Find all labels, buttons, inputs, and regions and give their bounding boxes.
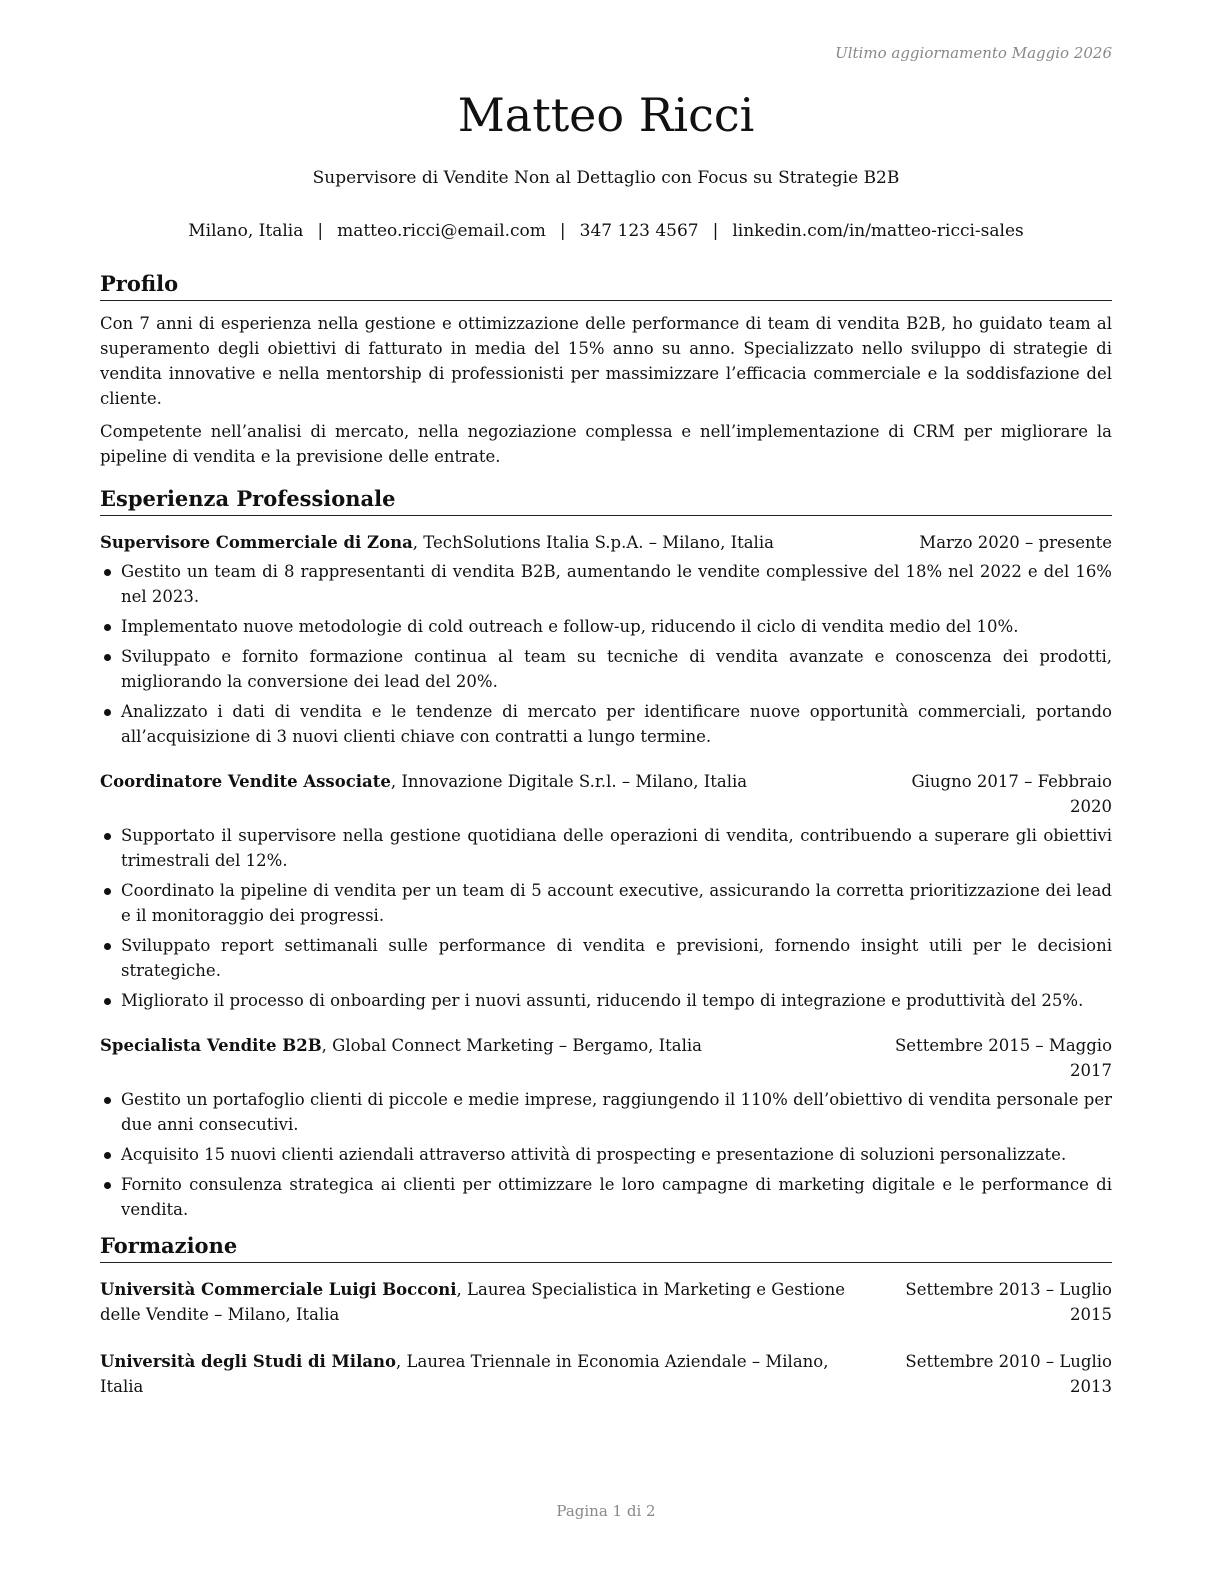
job-bullets [100,1087,1112,1222]
separator: | [559,221,566,241]
resume-body [100,270,1112,1399]
education-school: Università degli Studi di Milano [100,1352,397,1371]
section-title-experience: Esperienza Professionale [100,485,1112,516]
job-bullet: Gestito un portafoglio clienti di piccole e medie imprese, raggiungendo il 110% dell’obiettivo di vendita personale per due anni consecutivi. [100,1087,1112,1137]
section-title-profile: Profilo [100,270,1112,301]
job-bullet: Gestito un team di 8 rappresentanti di vendita B2B, aumentando le vendite complessive del 18% nel 2022 e del 16% nel 2023. [100,559,1112,609]
education-dates: Settembre 2013 – Luglio 2015 [905,1280,1112,1324]
job-bullet: Coordinato la pipeline di vendita per un team di 5 account executive, assicurando la corretta prioritizzazione dei lead e il monitoraggio dei progressi. [100,878,1112,928]
tagline: Supervisore di Vendite Non al Dettaglio con Focus su Strategie B2B [312,168,900,188]
last-updated: Ultimo aggiornamento Maggio 2026 [835,44,1112,62]
education-header [100,1277,1112,1327]
job-entry [100,769,1112,1013]
job-dates: Settembre 2015 – Maggio 2017 [895,1036,1112,1080]
job-title [100,1033,872,1058]
job-header [100,1033,1112,1083]
education-detail: , Laurea Triennale in Economia Aziendale – Milano, Italia [100,1352,829,1396]
job-bullet: Sviluppato report settimanali sulle performance di vendita e previsioni, fornendo insight utili per le decisioni strategiche. [100,933,1112,983]
contact-line [100,221,1112,241]
education-title [100,1277,872,1327]
profile-paragraph: Competente nell’analisi di mercato, nella negoziazione complessa e nell’implementazione di CRM per migliorare la pipeline di vendita e la previsione delle entrate. [100,422,1112,466]
job-role: Coordinatore Vendite Associate [100,772,391,791]
job-dates: Marzo 2020 – presente [919,533,1112,552]
job-role: Supervisore Commerciale di Zona [100,533,413,552]
job-dates: Giugno 2017 – Febbraio 2020 [911,772,1112,816]
job-header [100,769,1112,819]
job-title [100,769,872,794]
job-bullet: Sviluppato e fornito formazione continua al team su tecniche di vendita avanzate e conoscenza dei prodotti, migliorando la conversione dei lead del 20%. [100,644,1112,694]
page-number: Pagina 1 di 2 [556,1502,656,1520]
job-header [100,530,1112,555]
education-section [100,1232,1112,1399]
contact-phone: 347 123 4567 [579,221,699,241]
job-bullet: Analizzato i dati di vendita e le tendenze di mercato per identificare nuove opportunità commerciali, portando all’acquisizione di 3 nuovi clienti chiave con contratti a lungo termine. [100,699,1112,749]
job-company: , TechSolutions Italia S.p.A. – Milano, Italia [412,533,774,552]
job-role: Specialista Vendite B2B [100,1036,322,1055]
section-title-education: Formazione [100,1232,1112,1263]
experience-section [100,485,1112,1222]
job-bullet: Fornito consulenza strategica ai clienti per ottimizzare le loro campagne di marketing digitale e le performance di vendita. [100,1172,1112,1222]
candidate-name: Matteo Ricci [457,88,755,142]
education-detail: , Laurea Specialistica in Marketing e Gestione delle Vendite – Milano, Italia [100,1280,845,1324]
resume-page [100,0,1112,1584]
contact-email[interactable]: matteo.ricci@email.com [337,221,546,241]
education-school: Università Commerciale Luigi Bocconi [100,1280,457,1299]
job-entry [100,530,1112,749]
job-company: , Innovazione Digitale S.r.l. – Milano, Italia [390,772,748,791]
separator: | [712,221,719,241]
contact-location: Milano, Italia [188,221,304,241]
job-bullets [100,823,1112,1013]
job-bullet: Supportato il supervisore nella gestione quotidiana delle operazioni di vendita, contribuendo a superare gli obiettivi trimestrali del 12%. [100,823,1112,873]
education-header [100,1349,1112,1399]
education-title [100,1349,872,1399]
job-title [100,530,872,555]
job-entry [100,1033,1112,1222]
job-bullet: Migliorato il processo di onboarding per i nuovi assunti, riducendo il tempo di integrazione e produttività del 25%. [100,988,1112,1013]
profile-paragraph: Con 7 anni di esperienza nella gestione e ottimizzazione delle performance di team di vendita B2B, ho guidato team al superamento degli obiettivi di fatturato in media del 15% anno su anno. Specializzato nello sviluppo di strategie di vendita innovative e nella mentorship di professionisti per massimizzare l’efficacia commerciale e la soddisfazione del cliente. [100,314,1112,408]
job-bullet: Acquisito 15 nuovi clienti aziendali attraverso attività di prospecting e presentazione di soluzioni personalizzate. [100,1142,1112,1167]
job-company: , Global Connect Marketing – Bergamo, Italia [321,1036,703,1055]
separator: | [317,221,324,241]
education-dates: Settembre 2010 – Luglio 2013 [905,1352,1112,1396]
education-entry [100,1277,1112,1327]
job-bullet: Implementato nuove metodologie di cold outreach e follow-up, riducendo il ciclo di vendita medio del 10%. [100,614,1112,639]
job-bullets [100,559,1112,749]
profile-section [100,270,1112,469]
contact-linkedin[interactable]: linkedin.com/in/matteo-ricci-sales [732,221,1024,241]
education-entry [100,1349,1112,1399]
